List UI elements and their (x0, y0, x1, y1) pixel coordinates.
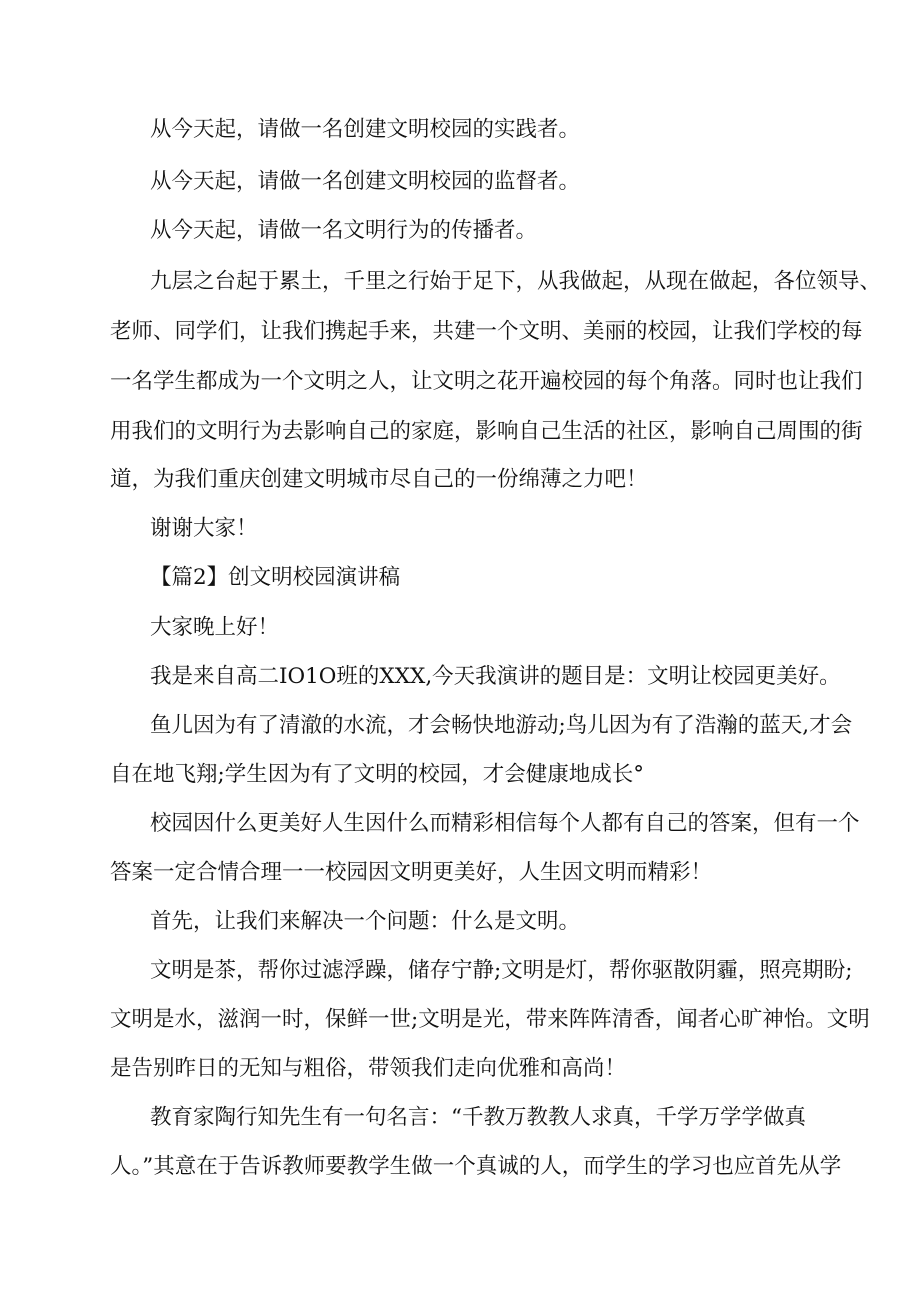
paragraph-civility-line-2: 文明是水，滋润一时，保鲜一世;文明是光，带来阵阵清香，闻者心旷神怡。文明 (110, 1007, 870, 1032)
intro-line: 我是来自高二IO1O班的XXX,今天我演讲的题目是：文明让校园更美好。 (150, 664, 841, 689)
paragraph-line-1: 九层之台起于累土，千里之行始于足下，从我做起，从现在做起，各位领导、 (150, 269, 882, 294)
paragraph-fish-line-1: 鱼儿因为有了清澈的水流，才会畅快地游动;鸟儿因为有了浩瀚的蓝天,才会 (150, 713, 853, 738)
paragraph-campus-line-1: 校园因什么更美好人生因什么而精彩相信每个人都有自己的答案，但有一个 (150, 811, 860, 836)
paragraph-question: 首先，让我们来解决一个问题：什么是文明。 (150, 909, 581, 934)
paragraph-educator-line-2: 人。”其意在于告诉教师要教学生做一个真诚的人，而学生的学习也应首先从学 (110, 1154, 842, 1179)
paragraph-propagator: 从今天起，请做一名文明行为的传播者。 (150, 218, 538, 243)
paragraph-campus-line-2: 答案一定合情合理一一校园因文明更美好，人生因文明而精彩！ (110, 860, 713, 885)
paragraph-civility-line-1: 文明是茶，帮你过滤浮躁，储存宁静;文明是灯，帮你驱散阴霾，照亮期盼; (150, 958, 853, 983)
paragraph-supervisor: 从今天起，请做一名创建文明校园的监督者。 (150, 169, 581, 194)
paragraph-line-4: 用我们的文明行为去影响自己的家庭，影响自己生活的社区，影响自己周围的街 (110, 419, 863, 444)
thanks-line: 谢谢大家！ (150, 516, 258, 541)
paragraph-practitioner: 从今天起，请做一名创建文明校园的实践者。 (150, 117, 581, 142)
paragraph-line-5: 道，为我们重庆创建文明城市尽自己的一份绵薄之力吧！ (110, 467, 648, 492)
paragraph-educator-line-1: 教育家陶行知先生有一句名言：“千教万教教人求真，千学万学学做真 (150, 1105, 806, 1130)
section-title: 【篇2】创文明校园演讲稿 (150, 565, 401, 590)
paragraph-line-2: 老师、同学们，让我们携起手来，共建一个文明、美丽的校园，让我们学校的每 (110, 319, 863, 344)
paragraph-fish-line-2: 自在地飞翔;学生因为有了文明的校园，才会健康地成长° (110, 762, 644, 787)
paragraph-civility-line-3: 是告别昨日的无知与粗俗，带领我们走向优雅和高尚！ (110, 1056, 627, 1081)
greeting-line: 大家晚上好！ (150, 615, 280, 640)
paragraph-line-3: 一名学生都成为一个文明之人，让文明之花开遍校园的每个角落。同时也让我们 (110, 369, 863, 394)
